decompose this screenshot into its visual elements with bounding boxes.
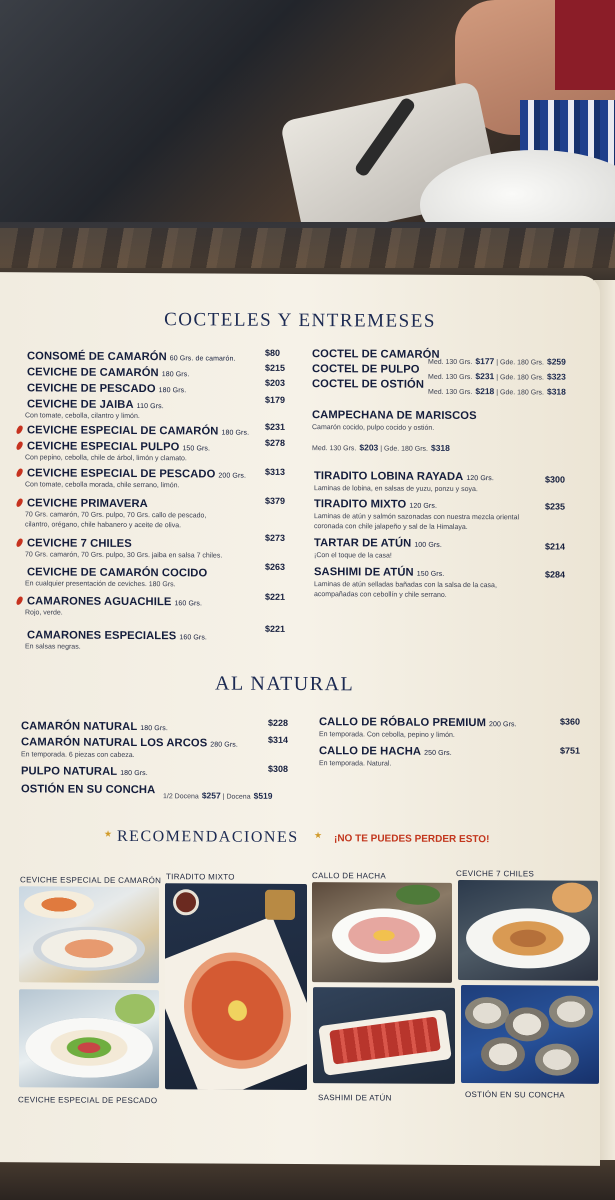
item-name-text: CEVICHE DE PESCADO [27, 382, 156, 396]
dozen-price: $519 [253, 790, 273, 801]
item-name [314, 498, 437, 511]
item-name-text: CEVICHE 7 CHILES [27, 537, 132, 550]
item-name-text: CALLO DE HACHA [319, 745, 422, 758]
med-price: $231 [475, 371, 495, 382]
item-price: $284 [545, 569, 566, 580]
gde-price: $259 [546, 356, 566, 367]
gde-label: Gde. 180 Grs. [500, 359, 544, 367]
item-price: $203 [265, 377, 286, 388]
item-name [314, 566, 444, 579]
photo-caption: CEVICHE 7 CHILES [456, 868, 535, 879]
item-name-text: CAMARONES AGUACHILE [27, 595, 172, 609]
item-name-text: CEVICHE ESPECIAL PULPO [27, 440, 180, 454]
item-price: $300 [545, 474, 566, 485]
menu-page [0, 272, 600, 1166]
item-price: $235 [545, 501, 566, 512]
item-name [319, 716, 517, 729]
ostion-name: OSTIÓN EN SU CONCHA [21, 783, 156, 797]
photo-caption: OSTIÓN EN SU CONCHA [465, 1090, 565, 1100]
diner-sleeve [555, 0, 615, 90]
item-description: ¡Con el toque de la casa! [314, 552, 392, 560]
item-weight: 180 Grs. [140, 725, 168, 733]
chili-icon [15, 538, 24, 548]
item-price: $228 [268, 717, 289, 728]
item-name-text: CEVICHE DE JAIBA [27, 398, 134, 411]
item-name [314, 537, 442, 550]
coctel-prices [428, 381, 566, 400]
item-price: $179 [265, 394, 286, 405]
item-weight: 180 Grs. [221, 429, 250, 437]
item-description: Laminas de atún selladas bañadas con la salsa de la casa, [314, 581, 497, 590]
item-name [27, 595, 202, 608]
item-name-text: CEVICHE PRIMAVERA [27, 497, 148, 511]
item-weight: 160 Grs. [174, 600, 203, 608]
item-name [21, 720, 168, 733]
item-weight: 250 Grs. [424, 749, 452, 757]
item-weight: 100 Grs. [414, 541, 442, 549]
item-price: $263 [265, 561, 286, 572]
item-description: Con tomate, cebolla morada, chile serrano, limón. [25, 481, 180, 490]
campechana-name: CAMPECHANA DE MARISCOS [312, 409, 477, 423]
item-price: $214 [545, 541, 566, 552]
item-description: 70 Grs. camarón, 70 Grs. pulpo, 30 Grs. jaiba en salsa 7 chiles. [25, 551, 223, 560]
item-name-text: CEVICHE DE CAMARÓN [27, 366, 159, 380]
item-name [314, 470, 494, 483]
item-description: acompañadas con cebollín y chile serrano. [314, 591, 447, 599]
item-name-text: TIRADITO LOBINA RAYADA [314, 470, 464, 483]
separator: | [494, 359, 500, 367]
item-name [319, 745, 452, 758]
item-description: 70 Grs. camarón, 70 Grs. pulpo, 70 Grs. callo de pescado, [25, 511, 207, 520]
item-price: $273 [265, 532, 286, 543]
item-name-text: TIRADITO MIXTO [314, 498, 407, 511]
item-name [27, 566, 207, 579]
item-name [27, 440, 210, 453]
item-price: $278 [265, 437, 286, 448]
item-description: Rojo, verde. [25, 609, 63, 617]
separator: | [494, 374, 500, 382]
campechana-prices [312, 437, 450, 456]
coctel-name: COCTEL DE PULPO [312, 363, 420, 376]
photo-caption: SASHIMI DE ATÚN [318, 1093, 392, 1103]
item-name-text: CEVICHE DE CAMARÓN COCIDO [27, 566, 208, 580]
item-weight: 280 Grs. [210, 741, 238, 749]
gde-label: Gde. 180 Grs. [384, 445, 428, 453]
item-weight: 200 Grs. [218, 472, 247, 480]
item-name [27, 398, 164, 411]
med-label: Med. 130 Grs. [312, 445, 357, 453]
chili-icon [15, 498, 24, 508]
coctel-name: COCTEL DE OSTIÓN [312, 378, 425, 391]
item-description: En temporada. Natural. [319, 760, 392, 768]
item-name [27, 497, 148, 510]
item-description: En temporada. 6 piezas con cabeza. [21, 751, 135, 759]
star-icon: ★ [104, 828, 113, 839]
item-name [27, 366, 189, 379]
item-name [27, 424, 249, 437]
section-title-cocteles: COCTELES Y ENTREMESES [164, 309, 436, 332]
half-dozen-price: $257 [201, 790, 221, 801]
chili-icon [15, 596, 24, 606]
item-name-text: CAMARÓN NATURAL LOS ARCOS [21, 736, 208, 750]
item-price: $80 [265, 347, 281, 358]
item-weight: 180 Grs. [158, 387, 187, 395]
item-name [27, 350, 236, 363]
item-weight: 110 Grs. [136, 403, 164, 411]
item-name-text: SASHIMI DE ATÚN [314, 566, 414, 579]
item-description: En salsas negras. [25, 643, 81, 651]
item-weight: 150 Grs. [416, 570, 445, 578]
item-weight: 180 Grs. [161, 371, 190, 379]
gde-label: Gde. 180 Grs. [500, 389, 544, 397]
item-name-text: CAMARÓN NATURAL [21, 720, 138, 734]
photo-sashimi-atun [313, 987, 455, 1084]
item-price: $221 [265, 623, 286, 634]
ostion-prices [163, 785, 273, 804]
photo-ceviche-7-chiles [458, 880, 598, 981]
photo-callo-hacha [312, 882, 452, 983]
item-price: $751 [560, 745, 581, 756]
item-weight: 120 Grs. [466, 475, 494, 483]
menu-cover-pattern [0, 228, 615, 268]
item-name [27, 537, 132, 550]
separator: | [494, 389, 500, 397]
item-name-text: CALLO DE RÓBALO PREMIUM [319, 716, 486, 730]
item-name-text: CONSOMÉ DE CAMARÓN [27, 350, 167, 364]
photo-ceviche-pescado [19, 989, 159, 1088]
item-name [21, 765, 148, 778]
item-name-text: CEVICHE ESPECIAL DE PESCADO [27, 467, 216, 481]
item-name [21, 736, 238, 749]
item-description: Laminas de lobina, en salsas de yuzu, ponzu y soya. [314, 485, 478, 494]
med-price: $203 [359, 442, 379, 453]
med-label: Med. 130 Grs. [428, 358, 473, 367]
photo-tiradito-mixto [165, 883, 307, 1090]
item-description: Laminas de atún y salmón sazonadas con nuestra mezcla oriental [314, 513, 520, 522]
item-description: Con tomate, cebolla, cilantro y limón. [25, 412, 140, 421]
photo-caption: TIRADITO MIXTO [166, 872, 235, 882]
photo-caption: CEVICHE ESPECIAL DE CAMARÓN [20, 875, 162, 886]
item-price: $360 [560, 716, 581, 727]
item-weight: 160 Grs. [179, 634, 207, 642]
item-name [27, 382, 186, 395]
dozen-label: Docena [226, 793, 251, 801]
item-price: $313 [265, 466, 286, 477]
separator: | [220, 793, 227, 801]
star-icon: ★ [314, 830, 323, 841]
item-weight: 120 Grs. [409, 502, 438, 510]
item-weight: 150 Grs. [182, 445, 211, 453]
recommendations-tagline: ¡NO TE PUEDES PERDER ESTO! [334, 833, 490, 846]
item-name [27, 467, 246, 480]
item-price: $308 [268, 763, 289, 774]
section-title-al-natural: AL NATURAL [215, 672, 355, 696]
item-description: coronada con chile jalapeño y sal de la Himalaya. [314, 523, 468, 532]
item-weight: 200 Grs. [489, 721, 517, 729]
photo-ostion-concha [461, 985, 599, 1084]
item-price: $314 [268, 734, 289, 745]
item-price: $231 [265, 421, 286, 432]
gde-price: $318 [430, 442, 450, 453]
item-weight: 60 Grs. de camarón. [169, 355, 236, 363]
item-price: $221 [265, 591, 286, 602]
item-name [27, 629, 207, 642]
chili-icon [15, 441, 24, 451]
half-dozen-label: 1/2 Docena [163, 793, 199, 801]
photo-caption: CALLO DE HACHA [312, 871, 386, 881]
separator: | [378, 445, 384, 453]
item-name-text: TARTAR DE ATÚN [314, 537, 412, 550]
photo-caption: CEVICHE ESPECIAL DE PESCADO [18, 1095, 158, 1106]
coctel-name: COCTEL DE CAMARÓN [312, 348, 440, 361]
item-name-text: PULPO NATURAL [21, 765, 118, 778]
chili-icon [15, 425, 24, 435]
item-name-text: CEVICHE ESPECIAL DE CAMARÓN [27, 424, 219, 438]
med-price: $177 [475, 356, 495, 367]
photo-ceviche-camaron-top [19, 886, 159, 983]
chili-icon [15, 468, 24, 478]
campechana-description: Camarón cocido, pulpo cocido y ostión. [312, 424, 435, 432]
item-price: $379 [265, 495, 286, 506]
item-description: Con pepino, cebolla, chile de árbol, limón y clamato. [25, 454, 187, 463]
item-description: En cualquier presentación de ceviches. 180 Grs. [25, 580, 176, 589]
item-name-text: CAMARONES ESPECIALES [27, 629, 177, 643]
med-label: Med. 130 Grs. [428, 388, 473, 397]
section-title-recomendaciones: RECOMENDACIONES [117, 827, 299, 846]
item-description: cilantro, orégano, chile habanero y aceite de oliva. [25, 521, 182, 530]
med-price: $218 [475, 386, 495, 397]
gde-label: Gde. 180 Grs. [500, 374, 544, 382]
med-label: Med. 130 Grs. [428, 373, 473, 382]
item-weight: 180 Grs. [120, 769, 148, 778]
item-price: $215 [265, 362, 286, 373]
gde-price: $323 [546, 371, 566, 382]
gde-price: $318 [546, 386, 566, 397]
item-description: En temporada. Con cebolla, pepino y limón. [319, 731, 455, 739]
